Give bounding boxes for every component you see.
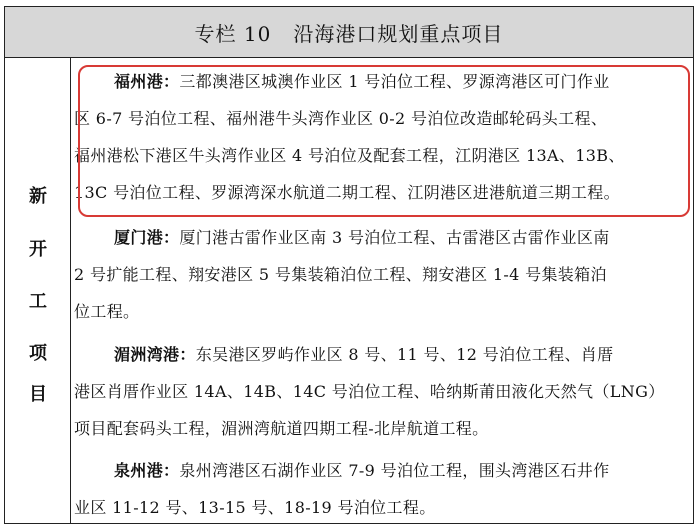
category-char: 工 bbox=[29, 291, 47, 312]
paragraph-line: 2 号扩能工程、翔安港区 5 号集装箱泊位工程、翔安港区 1-4 号集装箱泊 bbox=[74, 265, 607, 284]
table-header bbox=[5, 7, 693, 58]
port-text: 三都澳港区城澳作业区 1 号泊位工程、罗源湾港区可门作业 bbox=[179, 72, 610, 91]
port-name-fuzhou: 福州港： bbox=[114, 72, 180, 91]
port-text: 东吴港区罗屿作业区 8 号、11 号、12 号泊位工程、肖厝 bbox=[195, 345, 614, 364]
category-char: 新 bbox=[29, 186, 47, 207]
paragraph-line: 13C 号泊位工程、罗源湾深水航道二期工程、江阴港区进港航道三期工程。 bbox=[74, 183, 620, 202]
port-text: 厦门港古雷作业区南 3 号泊位工程、古雷港区古雷作业区南 bbox=[179, 228, 610, 247]
paragraph-quanzhou-line-1 bbox=[114, 459, 610, 483]
port-name-meizhouwan: 湄洲湾港： bbox=[114, 345, 196, 364]
paragraph-line: 位工程。 bbox=[74, 302, 140, 321]
table-title: 专栏 10 沿海港口规划重点项目 bbox=[194, 21, 504, 46]
category-column bbox=[5, 58, 71, 523]
paragraph-line: 港区肖厝作业区 14A、14B、14C 号泊位工程、哈纳斯莆田液化天然气（LNG） bbox=[74, 382, 665, 401]
paragraph-meizhouwan-line-1 bbox=[114, 343, 614, 367]
paragraph-xiamen-line-1 bbox=[114, 226, 610, 250]
port-name-quanzhou: 泉州港： bbox=[114, 461, 180, 480]
category-char: 目 bbox=[29, 384, 47, 405]
paragraph-line: 福州港松下港区牛头湾作业区 4 号泊位及配套工程，江阴港区 13A、13B、 bbox=[74, 146, 625, 165]
category-char: 开 bbox=[29, 239, 47, 260]
highlight-box bbox=[78, 65, 690, 217]
paragraph-line: 区 6-7 号泊位工程、福州港牛头湾作业区 0-2 号泊位改造邮轮码头工程、 bbox=[74, 109, 608, 128]
port-name-xiamen: 厦门港： bbox=[114, 228, 180, 247]
port-text: 泉州湾港区石湖作业区 7-9 号泊位工程，围头湾港区石井作 bbox=[179, 461, 610, 480]
paragraph-line: 业区 11-12 号、13-15 号、18-19 号泊位工程。 bbox=[74, 498, 436, 517]
category-char: 项 bbox=[29, 343, 47, 364]
paragraph-line: 项目配套码头工程，湄洲湾航道四期工程-北岸航道工程。 bbox=[74, 419, 489, 438]
